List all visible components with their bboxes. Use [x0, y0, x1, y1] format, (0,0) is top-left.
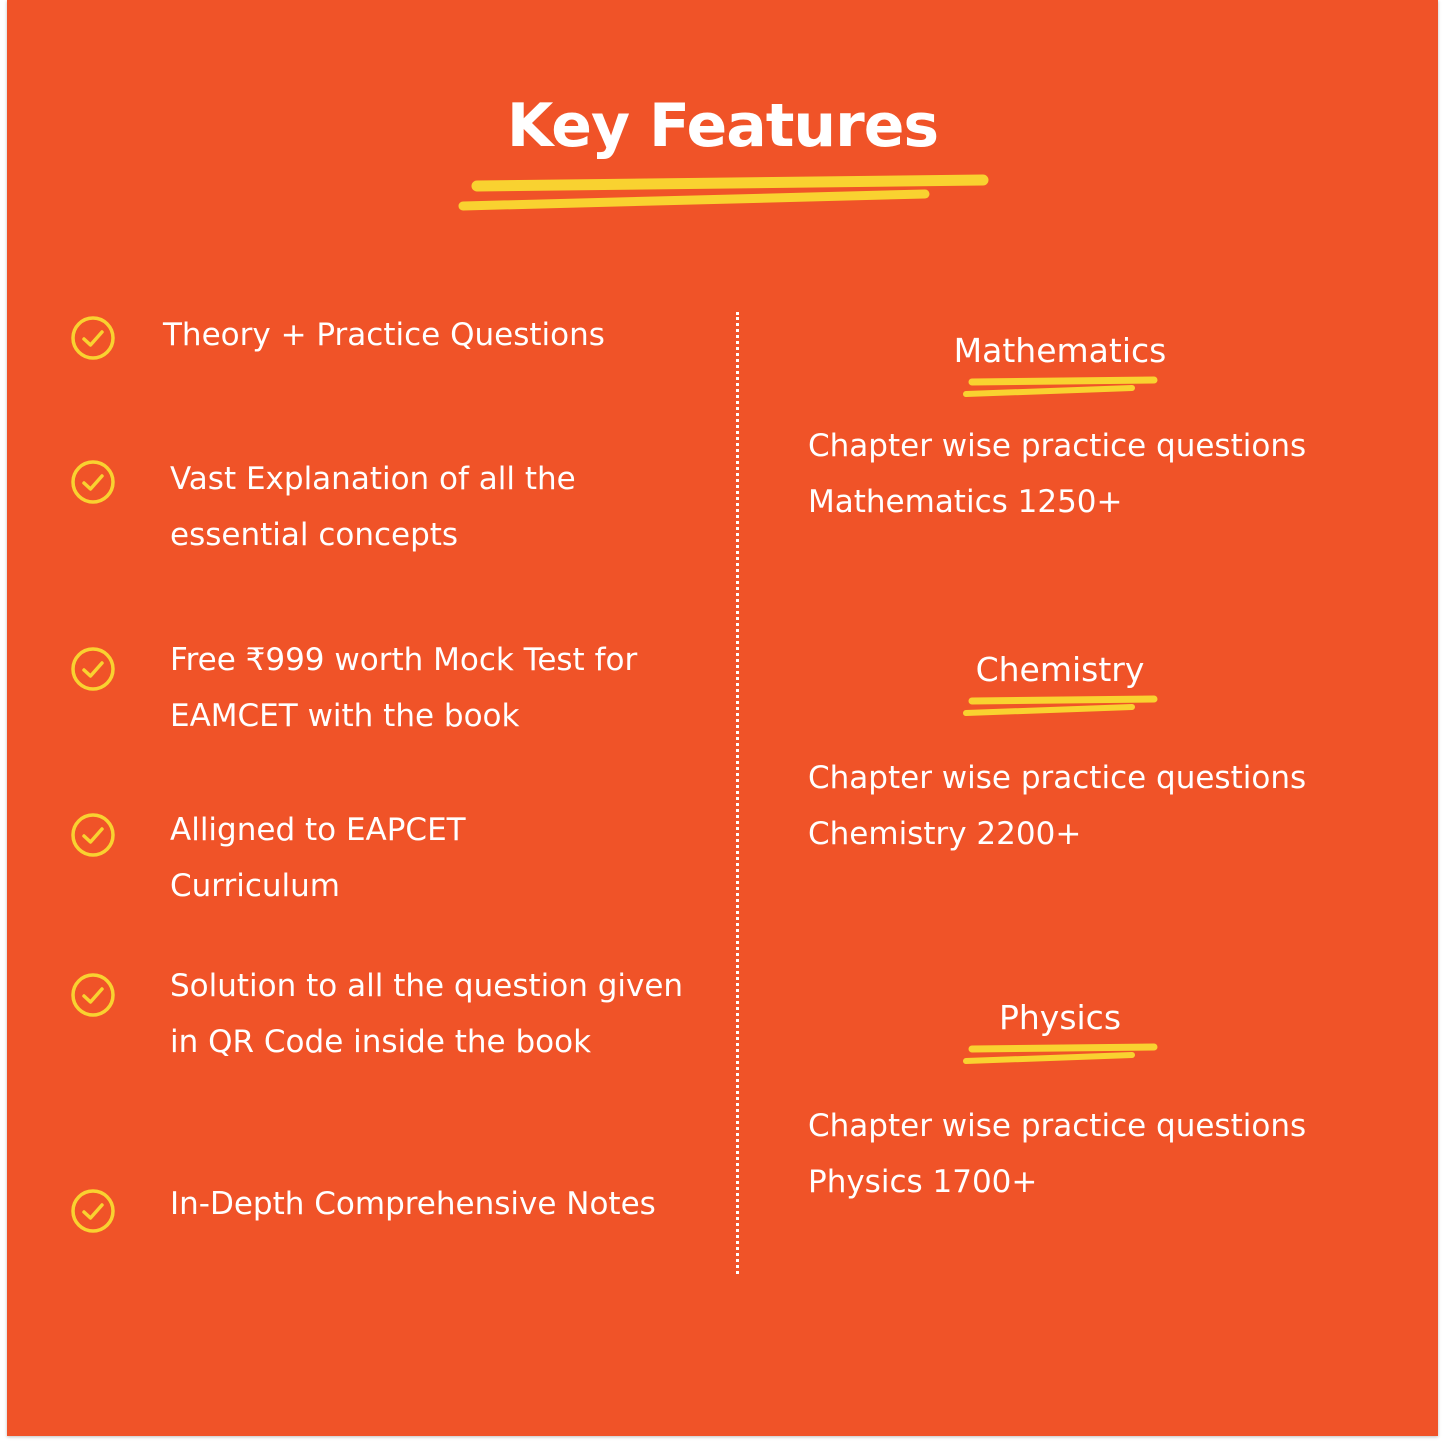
feature-text: Theory + Practice Questions: [163, 317, 605, 353]
check-circle-icon: [69, 458, 117, 506]
column-divider: [736, 312, 739, 1274]
feature-text: Vast Explanation of all the essential concepts: [170, 461, 576, 553]
subject-heading-chemistry: Chemistry: [975, 650, 1145, 689]
check-circle-icon: [69, 314, 117, 362]
feature-text: Alligned to EAPCET Curriculum: [170, 812, 466, 904]
check-circle-icon: [69, 645, 117, 693]
feature-text: Solution to all the question given in QR Code inside the book: [170, 968, 684, 1060]
subject-description-chemistry: Chapter wise practice questions Chemistry 2200+: [808, 760, 1307, 852]
check-circle-icon: [69, 1187, 117, 1235]
page-title: Key Features: [506, 91, 939, 161]
check-circle-icon: [69, 971, 117, 1019]
subject-heading-physics: Physics: [998, 998, 1122, 1037]
subject-description-physics: Chapter wise practice questions Physics 1700+: [808, 1108, 1307, 1200]
title-underline: [455, 172, 995, 216]
check-circle-icon: [69, 811, 117, 859]
feature-text: Free ₹999 worth Mock Test for EAMCET with the book: [170, 642, 638, 734]
subject-heading-mathematics: Mathematics: [953, 331, 1167, 370]
feature-text: In-Depth Comprehensive Notes: [170, 1186, 656, 1222]
subject-underline: [960, 374, 1160, 402]
subject-underline: [960, 1041, 1160, 1069]
subject-description-mathematics: Chapter wise practice questions Mathematics 1250+: [808, 428, 1307, 520]
subject-underline: [960, 693, 1160, 721]
